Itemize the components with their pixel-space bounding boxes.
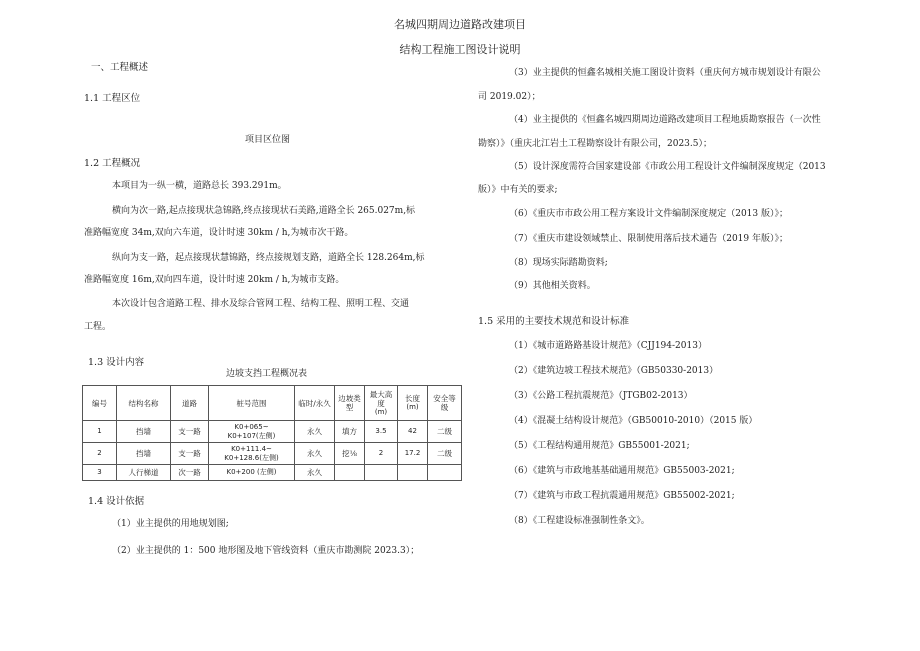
standard-item-3: （3）《公路工程抗震规范》（JTGB02-2013） bbox=[509, 391, 693, 401]
cell-height: 3.5 bbox=[365, 421, 398, 443]
basis-item-7: （7）《重庆市建设领域禁止、限制使用落后技术通告（2019 年版）》； bbox=[509, 234, 788, 244]
cell-level: 二级 bbox=[428, 443, 462, 465]
cell-no: 1 bbox=[83, 421, 117, 443]
basis-item-6: （6）《重庆市市政公用工程方案设计文件编制深度规定（2013 版）》； bbox=[509, 209, 788, 219]
cell-slope-type bbox=[335, 465, 365, 481]
slope-support-table bbox=[82, 385, 462, 481]
section-1-2-heading: 1.2 工程概况 bbox=[84, 158, 141, 169]
basis-item-8: （8）现场实际踏勘资料; bbox=[509, 258, 608, 268]
standard-item-8: （8）《工程建设标准强制性条文》。 bbox=[509, 516, 650, 526]
cell-no: 2 bbox=[83, 443, 117, 465]
cell-permanence: 永久 bbox=[295, 443, 335, 465]
basis-item-4-line-1: （4）业主提供的《恒鑫名城四期周边道路改建项目工程地质勘察报告（一次性 bbox=[509, 115, 821, 125]
cell-level: 二级 bbox=[428, 421, 462, 443]
cell-road: 次一路 bbox=[171, 465, 209, 481]
overview-paragraph-3-line-2: 准路幅宽度 16m,双向四车道，设计时速 20km / h,为城市支路。 bbox=[84, 275, 345, 285]
section-1-3-heading: 1.3 设计内容 bbox=[88, 357, 145, 368]
table-title: 边坡支挡工程概况表 bbox=[226, 369, 308, 379]
basis-item-9: （9）其他相关资料。 bbox=[509, 281, 596, 291]
basis-item-3-line-1: （3）业主提供的恒鑫名城相关施工图设计资料（重庆何方城市规划设计有限公 bbox=[509, 68, 821, 78]
header-no: 编号 bbox=[83, 386, 117, 421]
cell-range: K0+200 (左侧) bbox=[209, 465, 295, 481]
cell-name: 人行梯道 bbox=[117, 465, 171, 481]
section-1-heading: 一、工程概述 bbox=[91, 62, 149, 73]
overview-paragraph-1: 本项目为一纵一横，道路总长 393.291m。 bbox=[112, 181, 287, 191]
doc-subtitle: 结构工程施工图设计说明 bbox=[399, 43, 521, 56]
table-row bbox=[83, 443, 462, 465]
basis-item-5-line-1: （5）设计深度需符合国家建设部《市政公用工程设计文件编制深度规定（2013 bbox=[509, 162, 826, 172]
overview-paragraph-4-line-1: 本次设计包含道路工程、排水及综合管网工程、结构工程、照明工程、交通 bbox=[112, 299, 410, 309]
overview-paragraph-2-line-2: 准路幅宽度 34m,双向六车道，设计时速 30km / h,为城市次干路。 bbox=[84, 228, 354, 238]
basis-item-1: （1）业主提供的用地规划图; bbox=[112, 519, 229, 529]
cell-length bbox=[398, 465, 428, 481]
section-1-4-heading: 1.4 设计依据 bbox=[88, 496, 145, 507]
standard-item-1: （1）《城市道路路基设计规范》（CJJ194-2013） bbox=[509, 341, 707, 351]
basis-item-2: （2）业主提供的 1：500 地形图及地下管线资料（重庆市勘测院 2023.3）； bbox=[112, 546, 420, 556]
header-structure-name: 结构名称 bbox=[117, 386, 171, 421]
basis-item-3-line-2: 司 2019.02）； bbox=[478, 92, 541, 102]
doc-title: 名城四期周边道路改建项目 bbox=[394, 18, 526, 31]
cell-length: 17.2 bbox=[398, 443, 428, 465]
cell-permanence: 永久 bbox=[295, 465, 335, 481]
table-row bbox=[83, 465, 462, 481]
cell-range: K0+111.4~ K0+128.6(左侧) bbox=[209, 443, 295, 465]
standard-item-4: （4）《混凝土结构设计规范》（GB50010-2010）（2015 版） bbox=[509, 416, 758, 426]
header-slope-type: 边坡类型 bbox=[335, 386, 365, 421]
cell-height bbox=[365, 465, 398, 481]
header-length: 长度 (m) bbox=[398, 386, 428, 421]
cell-name: 挡墙 bbox=[117, 421, 171, 443]
standard-item-6: （6）《建筑与市政地基基础通用规范》GB55003-2021; bbox=[509, 466, 735, 476]
header-safety-level: 安全等级 bbox=[428, 386, 462, 421]
cell-range: K0+065~ K0+107(左侧) bbox=[209, 421, 295, 443]
cell-slope-type: 挖⅛ bbox=[335, 443, 365, 465]
basis-item-4-line-2: 勘察）》（重庆北江岩土工程勘察设计有限公司，2023.5）； bbox=[478, 139, 712, 149]
overview-paragraph-4-line-2: 工程。 bbox=[84, 322, 112, 332]
header-station-range: 桩号范围 bbox=[209, 386, 295, 421]
standard-item-2: （2）《建筑边坡工程技术规范》（GB50330-2013） bbox=[509, 366, 719, 376]
standard-item-5: （5）《工程结构通用规范》GB55001-2021; bbox=[509, 441, 690, 451]
cell-name: 挡墙 bbox=[117, 443, 171, 465]
header-temporary-permanent: 临时/永久 bbox=[295, 386, 335, 421]
basis-item-5-line-2: 版）》中有关的要求; bbox=[478, 185, 558, 195]
header-road: 道路 bbox=[171, 386, 209, 421]
overview-paragraph-3-line-1: 纵向为支一路，起点接现状慧锦路，终点接规划支路，道路全长 128.264m,标 bbox=[112, 253, 425, 263]
cell-road: 支一路 bbox=[171, 421, 209, 443]
cell-slope-type: 填方 bbox=[335, 421, 365, 443]
cell-road: 支一路 bbox=[171, 443, 209, 465]
table-header-row bbox=[83, 386, 462, 421]
section-1-5-heading: 1.5 采用的主要技术规范和设计标准 bbox=[478, 316, 630, 327]
cell-permanence: 永久 bbox=[295, 421, 335, 443]
section-1-1-heading: 1.1 工程区位 bbox=[84, 93, 141, 104]
location-map-caption: 项目区位图 bbox=[245, 135, 291, 145]
cell-no: 3 bbox=[83, 465, 117, 481]
cell-height: 2 bbox=[365, 443, 398, 465]
cell-length: 42 bbox=[398, 421, 428, 443]
overview-paragraph-2-line-1: 横向为次一路,起点接现状急锦路,终点接现状石美路,道路全长 265.027m,标 bbox=[112, 206, 416, 216]
table-row bbox=[83, 421, 462, 443]
standard-item-7: （7）《建筑与市政工程抗震通用规范》GB55002-2021; bbox=[509, 491, 735, 501]
cell-level bbox=[428, 465, 462, 481]
header-max-height: 最大高度 (m) bbox=[365, 386, 398, 421]
